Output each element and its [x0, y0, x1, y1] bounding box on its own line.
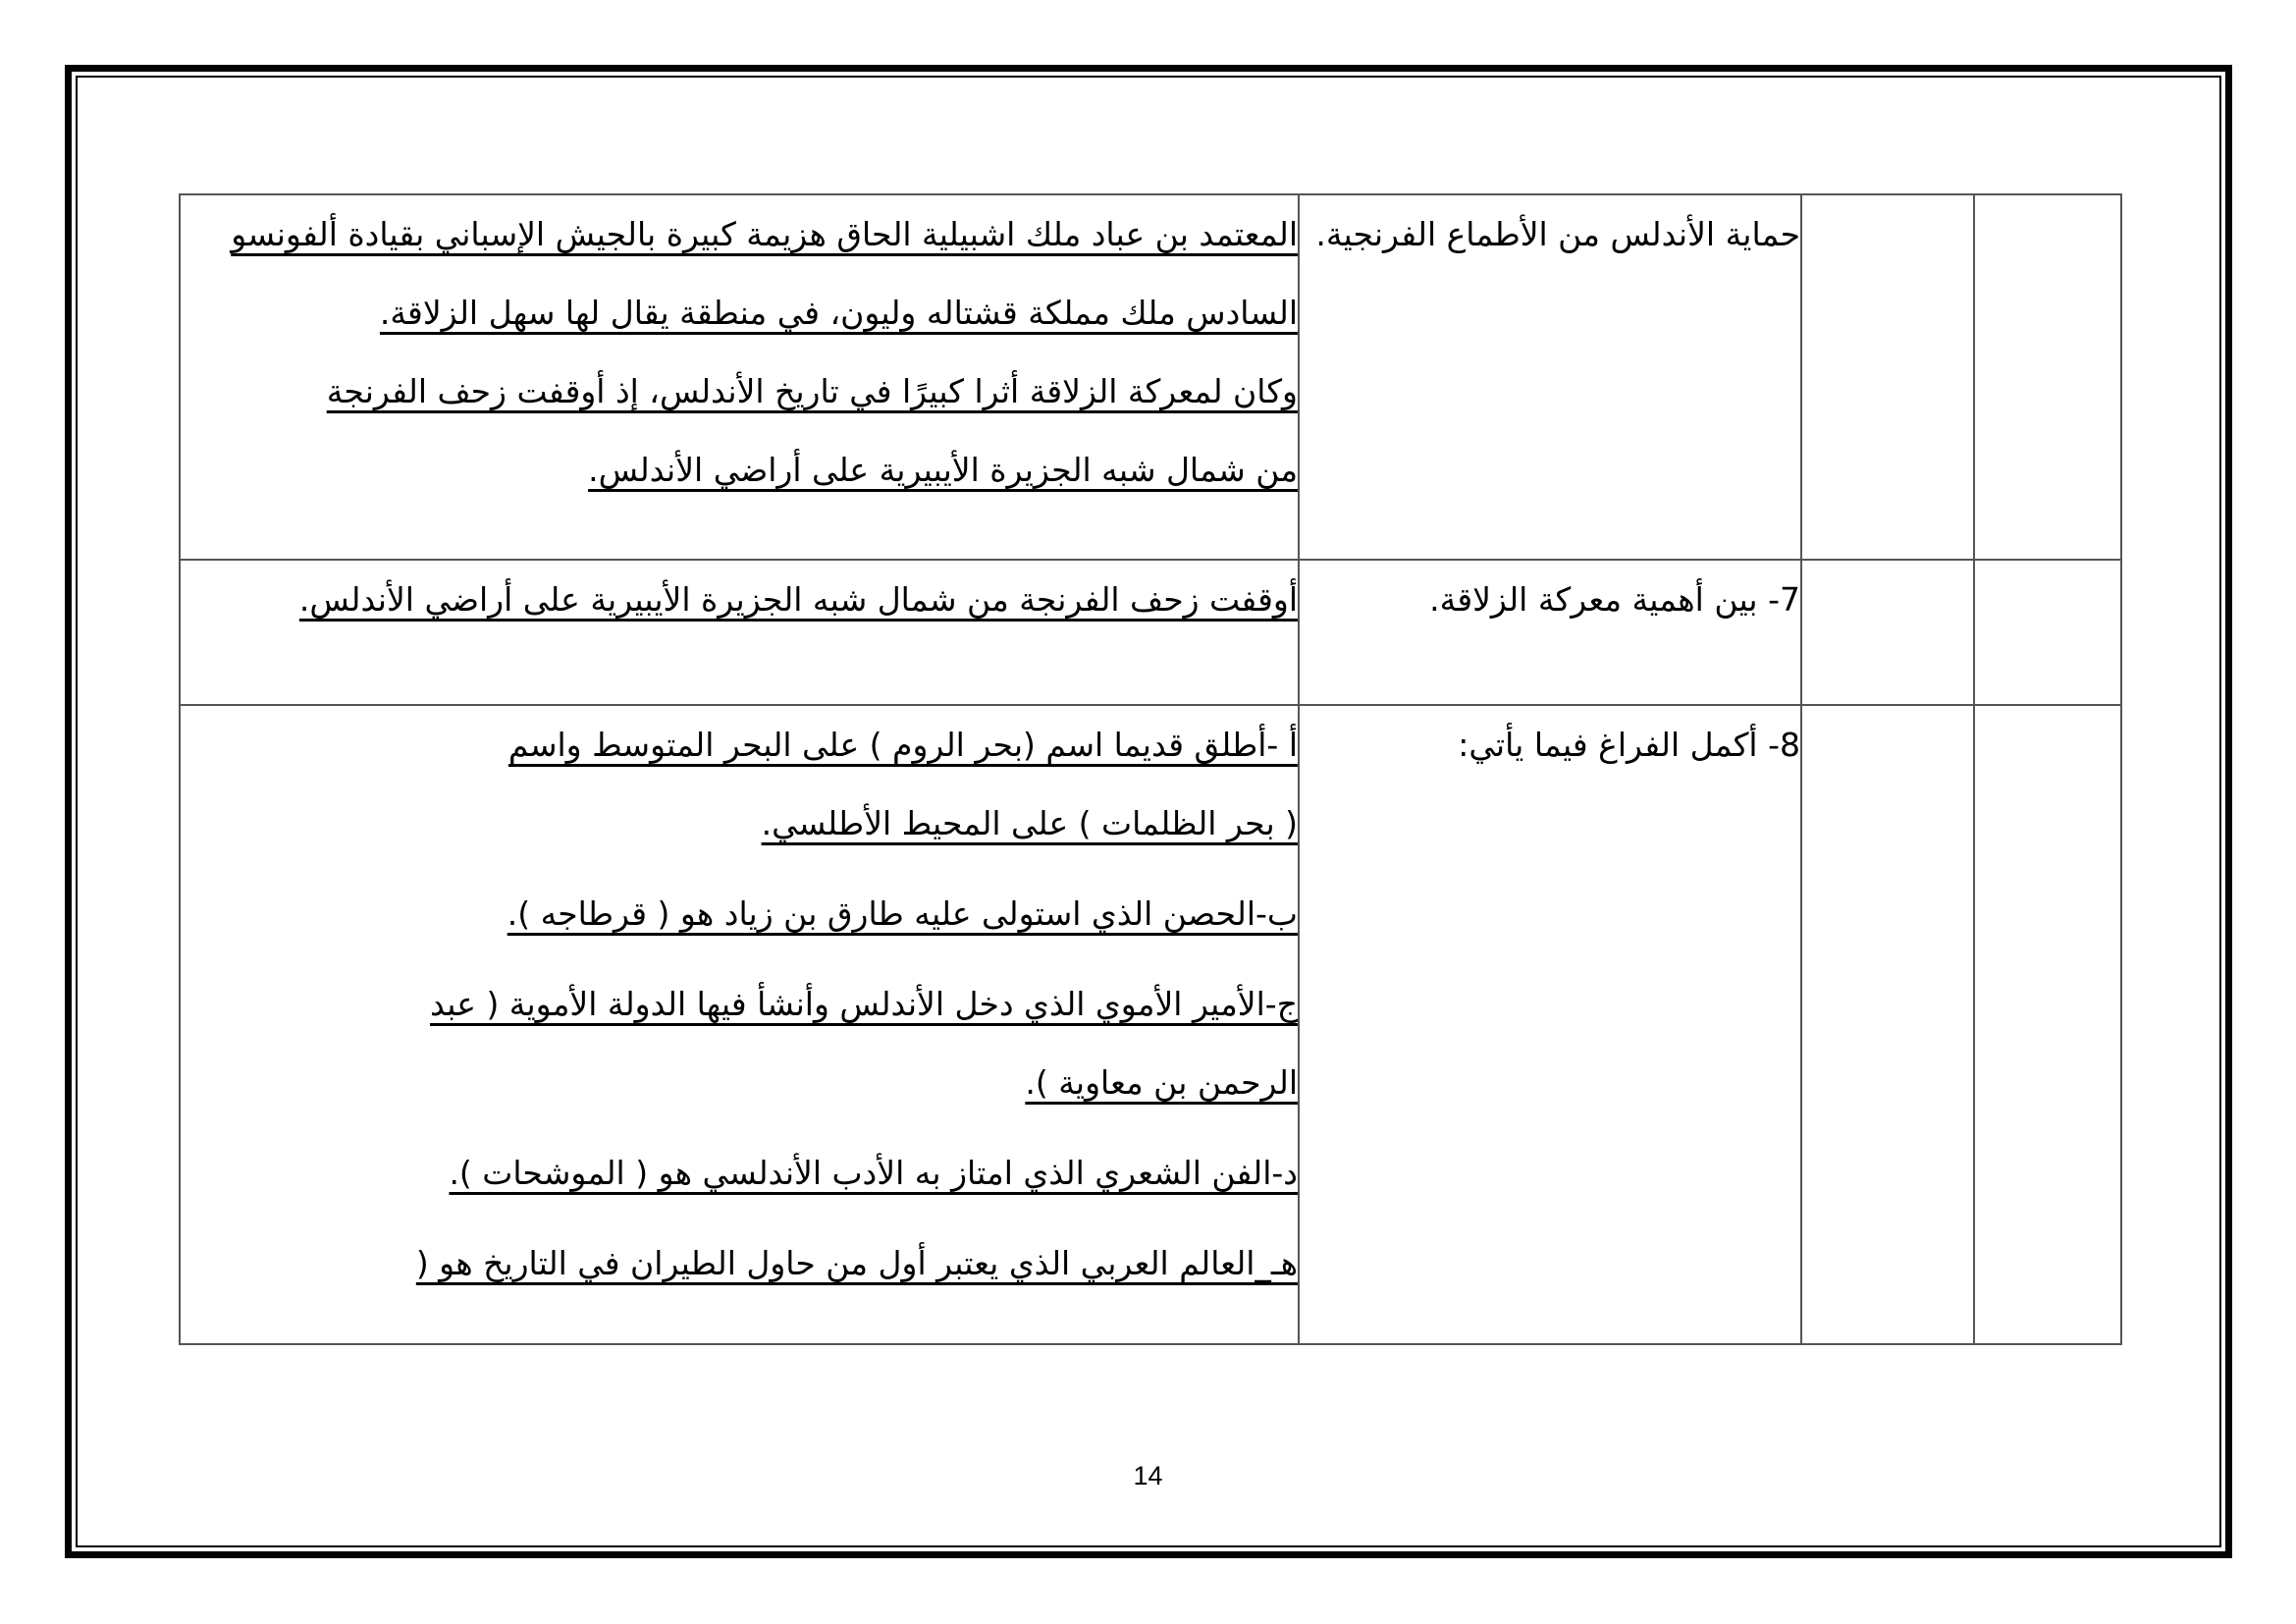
empty-cell	[1974, 194, 2121, 560]
empty-cell	[1801, 194, 1974, 560]
answer-cell	[180, 560, 1299, 705]
questions-table	[179, 193, 2122, 1345]
empty-cell	[1801, 560, 1974, 705]
fill-blank-item-d: د-الفن الشعري الذي امتاز به الأدب الأندلسي هو ( الموشحات ).	[449, 1154, 1298, 1192]
question-cell	[1299, 194, 1801, 560]
question-cell	[1299, 560, 1801, 705]
question-cell	[1299, 705, 1801, 1344]
fill-blank-item-c-cont: الرحمن بن معاوية ).	[1025, 1063, 1298, 1102]
table-row	[180, 194, 2121, 560]
answer-cell	[180, 705, 1299, 1344]
answer-cell	[180, 194, 1299, 560]
question-text: حماية الأندلس من الأطماع الفرنجية.	[1315, 215, 1800, 253]
question-text: 7- بين أهمية معركة الزلاقة.	[1429, 580, 1800, 619]
fill-blank-item-a: أ -أطلق قديما اسم (بحر الروم ) على البحر المتوسط واسم	[507, 726, 1298, 764]
page-number: 14	[1133, 1461, 1163, 1490]
question-text: 8- أكمل الفراغ فيما يأتي:	[1458, 726, 1800, 764]
answer-line: أوقفت زحف الفرنجة من شمال شبه الجزيرة الأيبيرية على أراضي الأندلس.	[298, 580, 1298, 619]
table-row	[180, 560, 2121, 705]
answer-line: السادس ملك مملكة قشتاله وليون، في منطقة يقال لها سهل الزلاقة.	[379, 294, 1298, 332]
answer-line: وكان لمعركة الزلاقة أثرا كبيرًا في تاريخ الأندلس، إذ أوقفت زحف الفرنجة	[326, 372, 1298, 410]
answer-line: من شمال شبه الجزيرة الأيبيرية على أراضي الأندلس.	[588, 451, 1298, 489]
fill-blank-item-a-cont: ( بحر الظلمات ) على المحيط الأطلسي.	[761, 804, 1298, 842]
empty-cell	[1974, 705, 2121, 1344]
fill-blank-item-b: ب-الحصن الذي استولى عليه طارق بن زياد هو ( قرطاجه ).	[507, 894, 1298, 933]
empty-cell	[1801, 705, 1974, 1344]
empty-cell	[1974, 560, 2121, 705]
table-row	[180, 705, 2121, 1344]
fill-blank-item-e: هـ_العالم العربي الذي يعتبر أول من حاول الطيران في التاريخ هو (	[415, 1244, 1298, 1282]
fill-blank-item-c: ج-الأمير الأموي الذي دخل الأندلس وأنشأ فيها الدولة الأموية ( عبد	[429, 985, 1298, 1023]
answer-line: المعتمد بن عباد ملك اشبيلية الحاق هزيمة كبيرة بالجيش الإسباني بقيادة ألفونسو	[231, 215, 1298, 253]
